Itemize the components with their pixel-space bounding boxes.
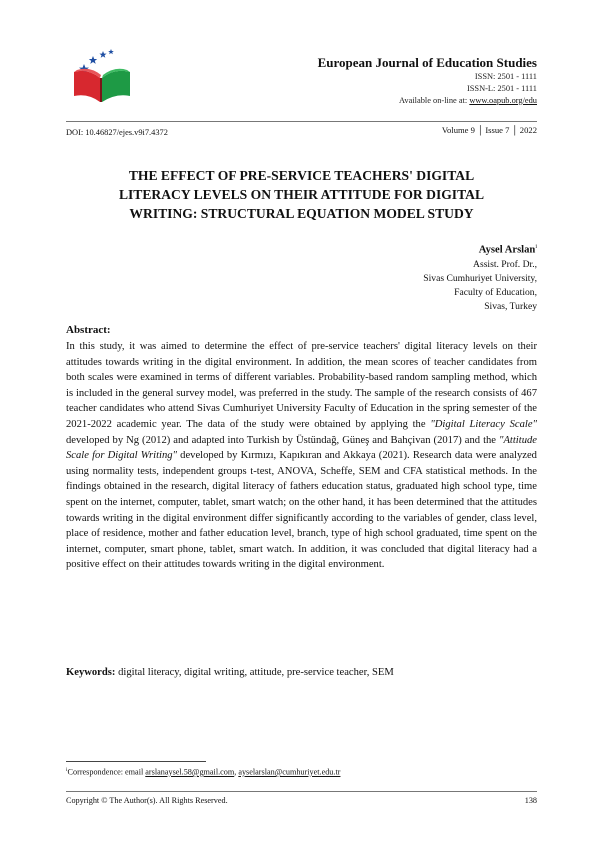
abstract-part: developed by Kırmızı, Kapıkıran and Akkaya (2021). Research data were analyzed using normality tests, independent groups t-test, ANOVA, Scheffe, SEM and CFA statistical methods. In the findings obtained in the research, digital literacy of fathers education status, graduated high school type, time spent on the internet, computer, tablet, smart watch; on the other hand, it has been determined that the attitudes towards writing in the digital environment differ significantly according to the variables of gender, class level, place of residence, mother and father education level, branch, type of high school graduated, time spent on the internet, computer, smart phone, tablet, smart watch. In addition, it was concluded that digital literacy had a positive effect on their attitudes towards writing in the digital environment. xyxy=(66,450,537,571)
title-line: LITERACY LEVELS ON THEIR ATTITUDE FOR DIGITAL xyxy=(118,187,485,202)
copyright: Copyright © The Author(s). All Rights Reserved. xyxy=(66,796,228,805)
open-book-icon xyxy=(74,69,130,102)
issn-print: ISSN: 2501 - 1111 xyxy=(474,72,537,81)
journal-logo xyxy=(66,48,138,104)
available-online xyxy=(399,96,537,105)
journal-url-link[interactable]: www.oapub.org/edu xyxy=(469,96,537,105)
author-footnote-mark: i xyxy=(535,244,537,250)
author-name xyxy=(423,240,537,258)
footnote xyxy=(66,767,340,777)
abstract-heading: Abstract: xyxy=(66,324,111,336)
footnote-divider xyxy=(66,761,206,762)
paper-title xyxy=(66,166,537,223)
footer-divider xyxy=(66,791,537,792)
footnote-mark: i xyxy=(66,767,68,773)
scale-name: "Digital Literacy Scale" xyxy=(430,418,537,430)
title-line: THE EFFECT OF PRE-SERVICE TEACHERS' DIGITAL xyxy=(128,168,475,183)
available-label: Available on-line at: xyxy=(399,96,470,105)
abstract-part: developed by Ng (2012) and adapted into Turkish by Üstündağ, Güneş and Bahçivan (2017) and the xyxy=(66,434,499,446)
abstract-part: In this study, it was aimed to determine the effect of pre-service teachers' digital literacy levels on their attitudes towards writing in the digital environment. In addition, the mean scores of teacher candidates from both scales were examined in terms of different variables. Probability-based random sampling method, which is included in the general survey model, was preferred in the study. The sample of the research consists of 467 teacher candidates who attend Sivas Cumhuriyet University Faculty of Education in the spring semester of the 2021-2022 academic year. The data of the study were obtained by applying the xyxy=(66,341,537,430)
issn-online: ISSN-L: 2501 - 1111 xyxy=(466,84,537,93)
author-block xyxy=(423,240,537,315)
author-title: Assist. Prof. Dr., xyxy=(473,258,537,270)
keywords-list: digital literacy, digital writing, attitude, pre-service teacher, SEM xyxy=(115,667,394,678)
email-link-2[interactable]: ayselarslan@cumhuriyet.edu.tr xyxy=(238,767,341,777)
scale-name: "Attitude Scale for Digital Writing" xyxy=(66,434,537,462)
header-divider xyxy=(66,121,537,122)
email-link-1[interactable]: arslanaysel.58@gmail.com xyxy=(145,767,235,777)
footnote-prefix: Correspondence: email xyxy=(67,767,146,777)
keywords-label: Keywords: xyxy=(66,667,116,678)
author-location: Sivas, Turkey xyxy=(484,301,537,313)
author-university: Sivas Cumhuriyet University, xyxy=(423,272,537,284)
volume-issue-year: Volume 9 │ Issue 7 │ 2022 xyxy=(441,125,537,135)
journal-title: European Journal of Education Studies xyxy=(317,55,537,70)
author-faculty: Faculty of Education, xyxy=(454,287,537,299)
keywords xyxy=(66,667,537,678)
doi: DOI: 10.46827/ejes.v9i7.4372 xyxy=(66,128,168,137)
title-line: WRITING: STRUCTURAL EQUATION MODEL STUDY xyxy=(129,206,474,221)
footnote-separator: , xyxy=(234,767,239,777)
page-number: 138 xyxy=(524,796,537,805)
abstract-text xyxy=(66,339,537,573)
author-name-text: Aysel Arslan xyxy=(478,244,536,256)
